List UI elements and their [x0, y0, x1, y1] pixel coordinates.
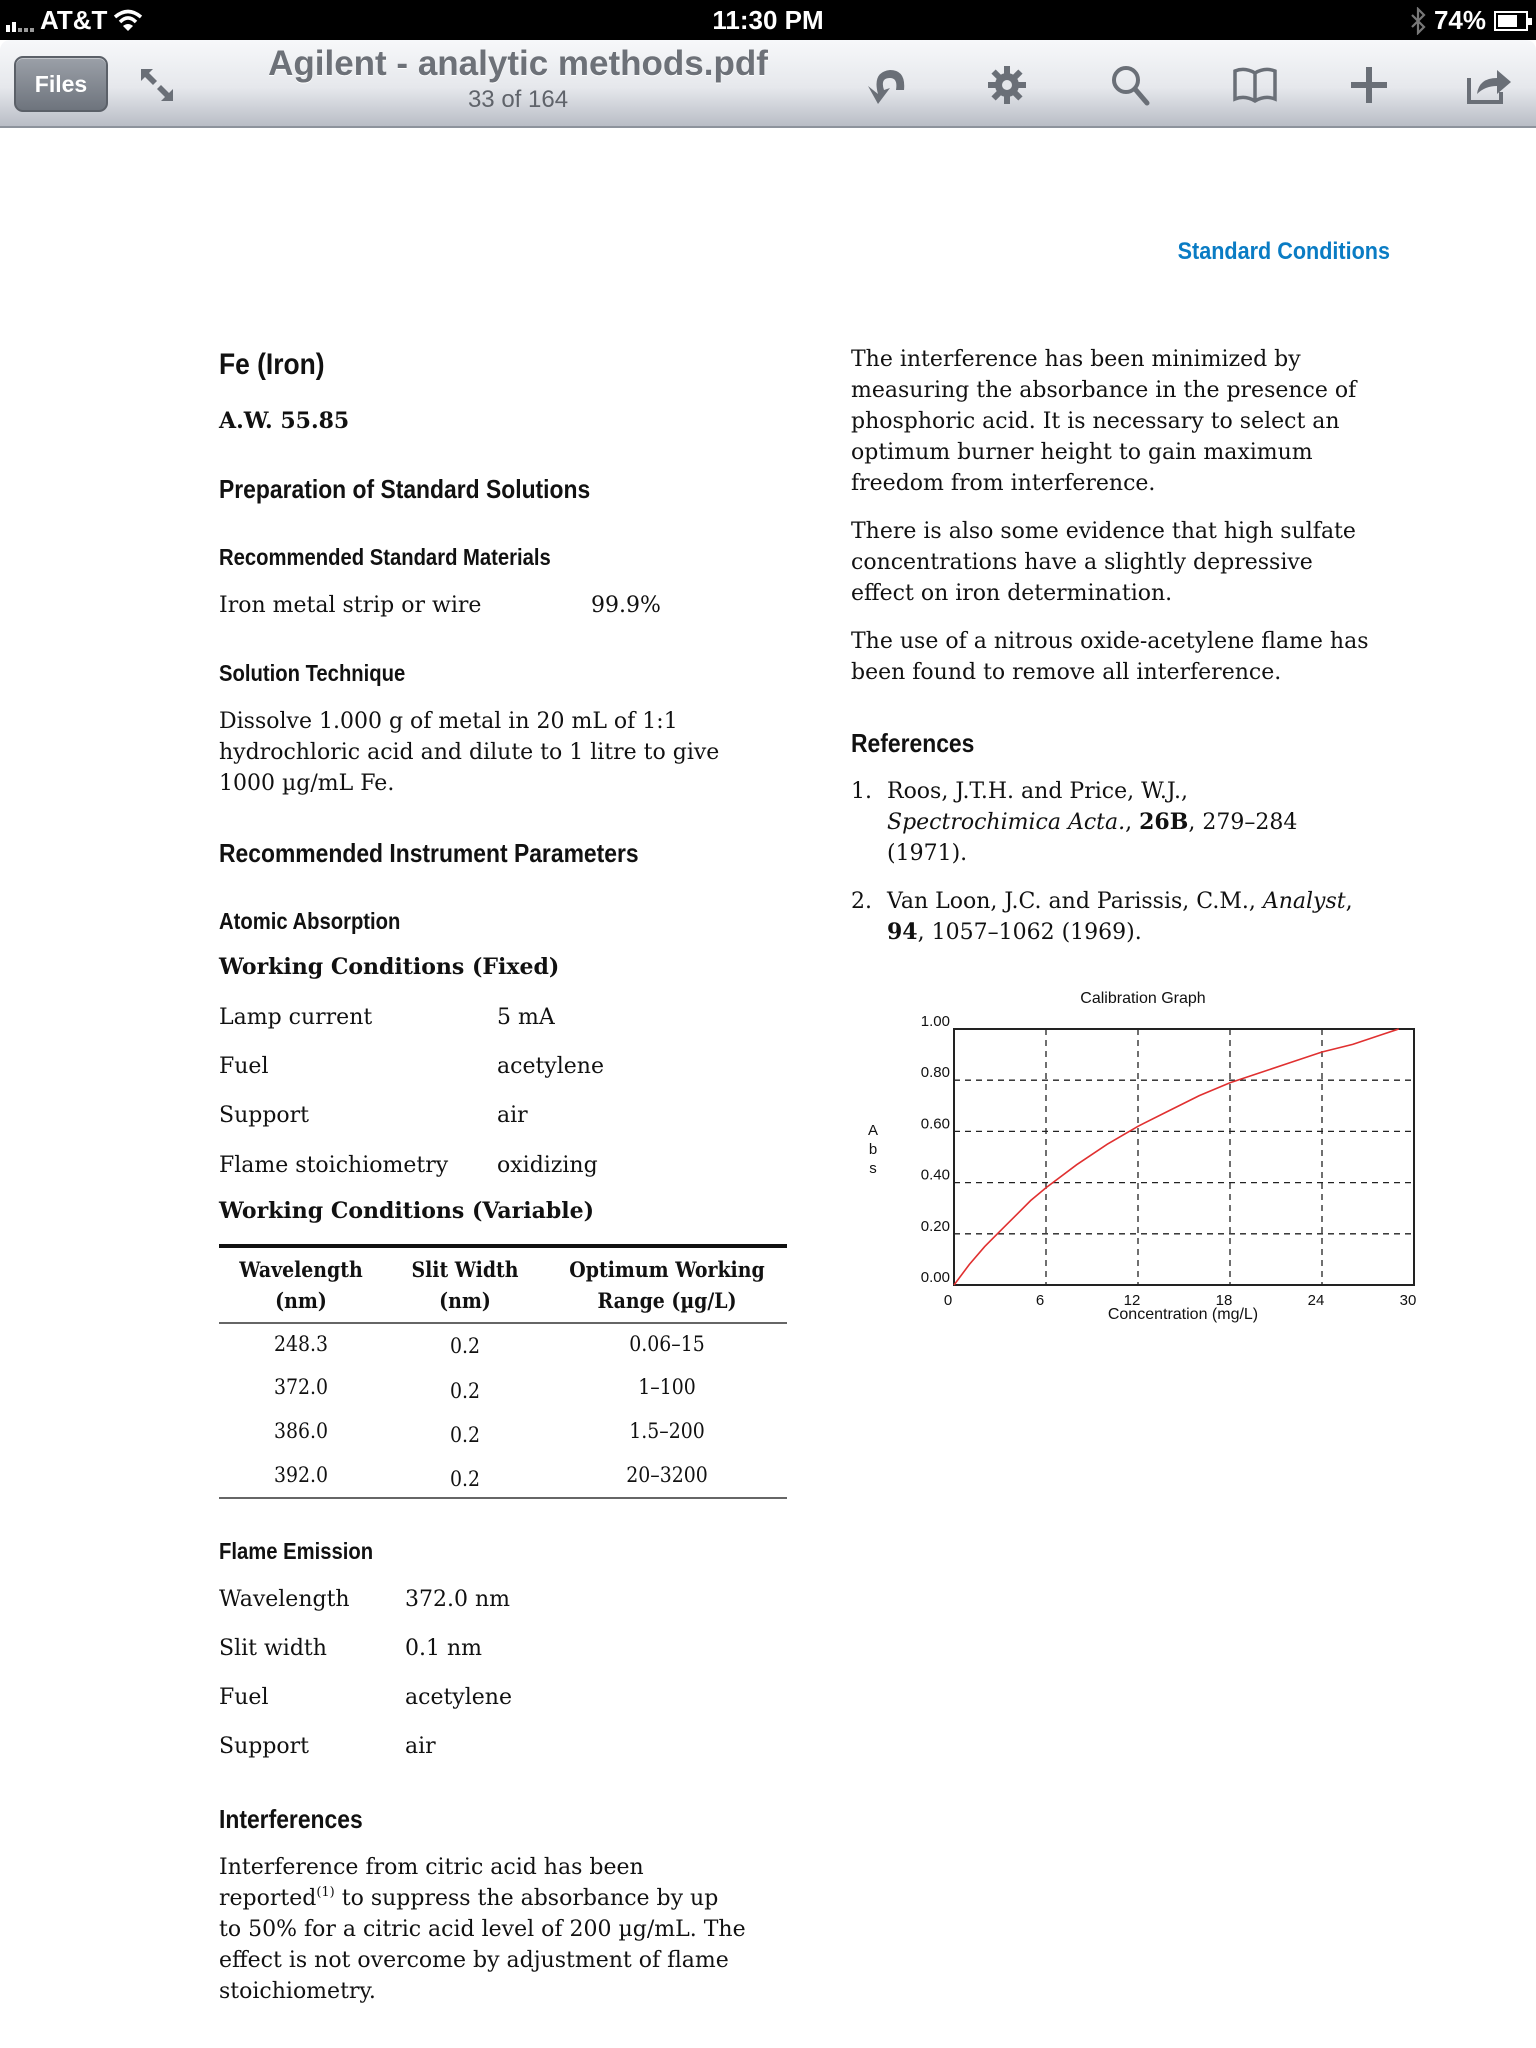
status-right: [1410, 5, 1528, 36]
fixed-label: Flame stoichiometry: [219, 1153, 449, 1178]
reference-body: [887, 776, 1407, 869]
reference-citation: [887, 917, 1407, 948]
reference-authors-line: Van Loon, J.C. and Parissis, C.M., Analyst,: [887, 889, 1353, 914]
reference-item: [851, 886, 1411, 950]
pages: , 1057–1062 (1969).: [917, 920, 1142, 945]
chart-title: Calibration Graph: [1080, 990, 1206, 1007]
search-icon[interactable]: [1104, 58, 1158, 112]
flame-emission-heading: Flame Emission: [219, 1538, 374, 1564]
table-row: [219, 1375, 787, 1415]
fe-label: Wavelength: [219, 1587, 350, 1612]
table-cell: 386.0: [273, 1419, 329, 1443]
fe-label: Support: [219, 1734, 310, 1759]
interference-line: to 50% for a citric acid level of 200 µg/mL. The: [219, 1917, 746, 1942]
reference-item: [851, 776, 1411, 872]
material-purity: 99.9%: [591, 593, 661, 618]
bookmarks-book-icon[interactable]: [1228, 58, 1282, 112]
reference-number: 1.: [851, 779, 872, 804]
y-tick-label: 0.80: [920, 1064, 950, 1082]
pages: , 279–284: [1188, 810, 1298, 835]
reference-year: (1971).: [887, 841, 968, 866]
settings-gear-icon[interactable]: [980, 58, 1034, 112]
y-tick-label: 0.20: [920, 1217, 950, 1235]
calibration-series-line: [954, 1029, 1399, 1285]
reference-authors: Van Loon, J.C. and Parissis, C.M.,: [887, 889, 1263, 914]
instrument-heading: Recommended Instrument Parameters: [219, 838, 639, 868]
reference-body: [887, 886, 1407, 948]
references-heading: References: [851, 728, 975, 758]
fixed-label: Support: [219, 1103, 310, 1128]
reference-citation: Spectrochimica Acta., 26B, 279–284: [887, 809, 1298, 835]
x-tick-label: 12: [1123, 1292, 1141, 1309]
share-icon[interactable]: [1462, 58, 1516, 112]
volume: 94: [887, 919, 918, 945]
materials-heading: Recommended Standard Materials: [219, 544, 551, 570]
fixed-label: Lamp current: [219, 1005, 373, 1030]
table-cell: 372.0: [273, 1375, 329, 1399]
table-top-rule: [219, 1244, 787, 1248]
x-tick-label: 6: [1035, 1292, 1045, 1309]
technique-line: hydrochloric acid and dilute to 1 litre to give: [219, 740, 720, 765]
variable-heading: Working Conditions (Variable): [219, 1198, 595, 1224]
fixed-heading: Working Conditions (Fixed): [219, 954, 560, 980]
reader-toolbar: [0, 40, 1536, 128]
paragraph: [851, 626, 1369, 688]
interference-line: effect is not overcome by adjustment of flame: [219, 1948, 729, 1973]
running-head: Standard Conditions: [1177, 238, 1390, 265]
fe-label: Slit width: [219, 1636, 327, 1661]
atomic-weight: A.W. 55.85: [219, 408, 350, 434]
paragraph-line: effect on iron determination.: [851, 581, 1173, 606]
status-bar: [0, 0, 1536, 40]
element-title: Fe (Iron): [219, 348, 325, 381]
undo-icon[interactable]: [860, 58, 914, 112]
fixed-value: acetylene: [497, 1054, 604, 1079]
table-cell: 0.2: [449, 1423, 481, 1447]
x-tick-label: 30: [1399, 1292, 1417, 1309]
fullscreen-icon[interactable]: [130, 58, 184, 112]
y-axis-label-char: b: [868, 1141, 878, 1158]
interference-line: reported$^{(1)}$ to suppress the absorbance by up: [219, 1885, 719, 1911]
y-tick-label: 0.00: [920, 1269, 950, 1286]
paragraph-line: phosphoric acid. It is necessary to select an: [851, 409, 1340, 434]
table-cell: 0.2: [449, 1467, 481, 1491]
paragraph-line: The interference has been minimized by: [851, 347, 1301, 372]
fe-value: air: [405, 1734, 436, 1759]
x-tick-label: 0: [943, 1292, 953, 1309]
technique-text: [219, 706, 719, 799]
paragraph-line: been found to remove all interference.: [851, 660, 1282, 685]
table-cell: 392.0: [273, 1463, 329, 1487]
y-axis-label: [868, 1122, 878, 1177]
paragraph: [851, 516, 1356, 609]
x-tick-label: 18: [1215, 1292, 1233, 1309]
table-bottom-rule: [219, 1497, 787, 1499]
table-cell: 1–100: [638, 1375, 696, 1399]
column-header: Slit Width (nm): [411, 1257, 519, 1313]
table-header-rule: [219, 1322, 787, 1324]
files-button[interactable]: Files: [14, 56, 108, 112]
paragraph-line: concentrations have a slightly depressive: [851, 550, 1313, 575]
table-row: [219, 1332, 787, 1372]
y-axis-ticks: [921, 1013, 950, 1286]
interferences-text: [219, 1852, 746, 2007]
fe-value: acetylene: [405, 1685, 512, 1710]
plot-frame: [954, 1029, 1414, 1285]
title-area: [220, 44, 816, 114]
reference-number: 2.: [851, 889, 872, 914]
volume: 26B: [1139, 809, 1189, 835]
y-tick-label: 1.00: [920, 1013, 950, 1030]
x-tick-label: 24: [1307, 1292, 1325, 1309]
table-cell: 0.06–15: [629, 1332, 705, 1356]
carrier-name: AT&T: [40, 5, 108, 35]
technique-line: Dissolve 1.000 g of metal in 20 mL of 1:1: [219, 709, 678, 734]
table-cell: 248.3: [273, 1332, 329, 1356]
page-indicator: 33 of 164: [467, 86, 569, 113]
reference-authors: Roos, J.T.H. and Price, W.J.,: [887, 779, 1188, 804]
paragraph: [851, 344, 1356, 499]
paragraph-line: optimum burner height to gain maximum: [851, 440, 1313, 465]
bluetooth-icon: [1410, 7, 1426, 35]
material-name: Iron metal strip or wire: [219, 593, 482, 618]
prep-heading: Preparation of Standard Solutions: [219, 474, 591, 504]
column-header: Wavelength (nm): [239, 1257, 363, 1313]
table-cell: 0.2: [449, 1334, 481, 1358]
paragraph-line: The use of a nitrous oxide-acetylene flame has: [851, 629, 1369, 654]
technique-heading: Solution Technique: [219, 660, 406, 686]
paragraph-line: There is also some evidence that high sulfate: [851, 519, 1356, 544]
table-cell: 1.5–200: [629, 1419, 705, 1443]
y-axis-label-char: A: [867, 1122, 879, 1139]
y-axis-label-char: s: [869, 1160, 877, 1177]
table-header: [219, 1254, 787, 1316]
interference-line: stoichiometry.: [219, 1979, 376, 2004]
fixed-value: air: [497, 1103, 528, 1128]
pdf-page: [0, 130, 1536, 2048]
battery-charging-icon: [1494, 11, 1528, 31]
add-icon[interactable]: [1342, 58, 1396, 112]
fe-value: 0.1 nm: [405, 1636, 483, 1661]
document-title: Agilent - analytic methods.pdf: [268, 44, 768, 83]
journal-name: Spectrochimica Acta.: [887, 810, 1126, 835]
table-cell: 0.2: [449, 1379, 481, 1403]
fe-value: 372.0 nm: [405, 1587, 511, 1612]
calibration-chart-svg: [851, 975, 1417, 1335]
fixed-value: oxidizing: [497, 1153, 598, 1178]
battery-percent: 74%: [1433, 5, 1486, 35]
x-axis-label: Concentration (mg/L): [1107, 1306, 1259, 1323]
interferences-heading: Interferences: [219, 1804, 363, 1834]
table-row: [219, 1419, 787, 1459]
aa-heading: Atomic Absorption: [219, 908, 401, 934]
footnote-ref[interactable]: (1): [316, 1885, 335, 1900]
technique-line: 1000 µg/mL Fe.: [219, 771, 395, 796]
chart-grid: [954, 1029, 1414, 1285]
paragraph-line: measuring the absorbance in the presence of: [851, 378, 1357, 403]
interference-line: Interference from citric acid has been: [219, 1855, 644, 1880]
fixed-value: 5 mA: [497, 1005, 555, 1030]
fixed-label: Fuel: [219, 1054, 269, 1079]
fe-label: Fuel: [219, 1685, 269, 1710]
journal-name: Analyst: [1262, 889, 1346, 914]
y-tick-label: 0.60: [920, 1115, 950, 1133]
table-cell: 20–3200: [626, 1463, 708, 1487]
clock: 11:30 PM: [712, 5, 824, 35]
y-tick-label: 0.40: [920, 1166, 950, 1184]
paragraph-line: freedom from interference.: [851, 471, 1156, 496]
calibration-chart: [851, 975, 1417, 1335]
column-header: Optimum Working Range (µg/L): [569, 1257, 765, 1313]
